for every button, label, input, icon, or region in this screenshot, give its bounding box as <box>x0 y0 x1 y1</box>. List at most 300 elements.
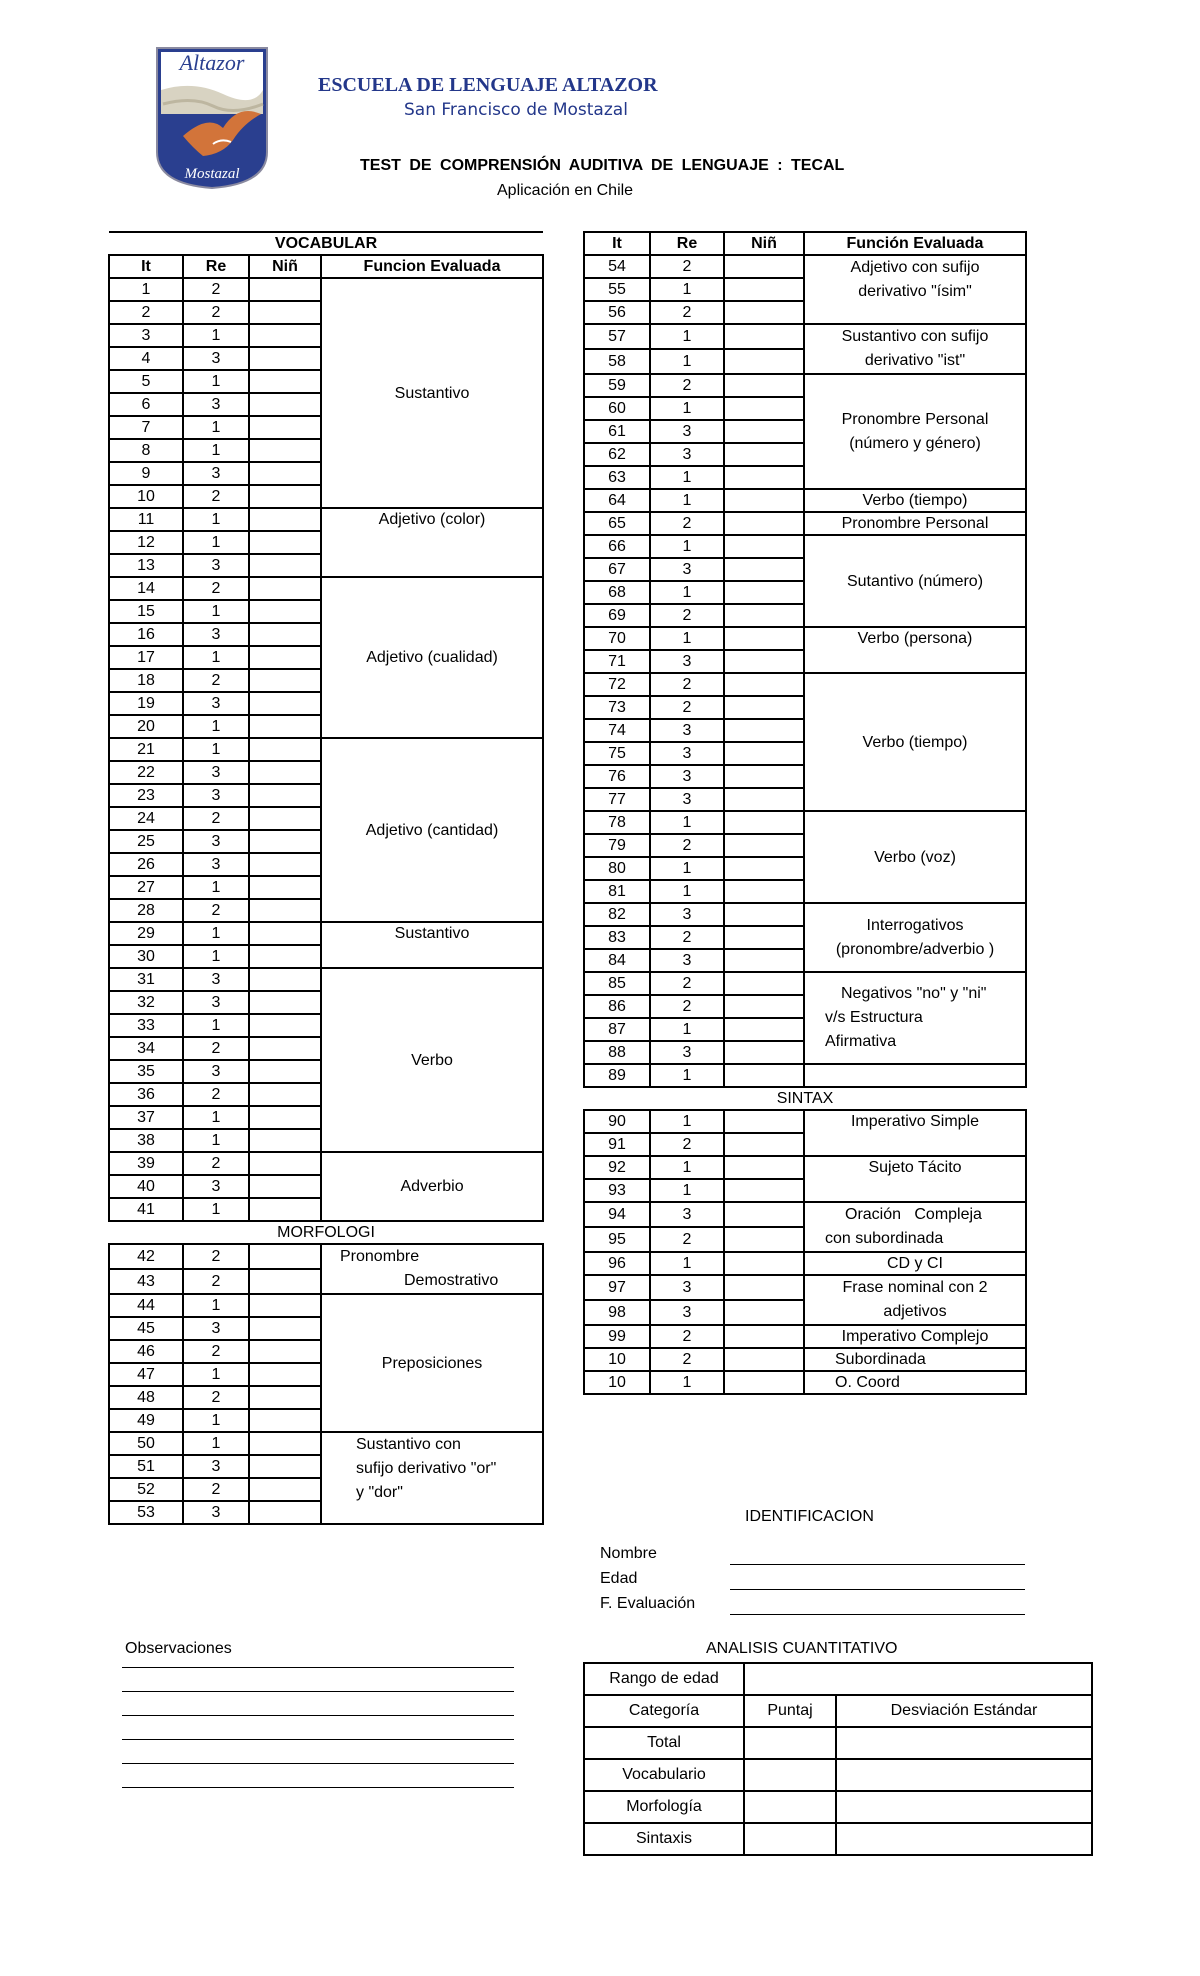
child-answer-cell[interactable] <box>249 991 321 1014</box>
expected-answer: 1 <box>183 646 249 669</box>
school-city: San Francisco de Mostazal <box>404 100 628 120</box>
child-answer-cell[interactable] <box>249 1060 321 1083</box>
child-answer-cell[interactable] <box>249 761 321 784</box>
expected-answer: 1 <box>650 466 724 489</box>
item-number: 59 <box>584 374 650 397</box>
child-answer-cell[interactable] <box>724 1041 804 1064</box>
observaciones-line[interactable] <box>122 1787 514 1788</box>
child-answer-cell[interactable] <box>249 508 321 531</box>
item-number: 22 <box>109 761 183 784</box>
rango-label: Rango de edad <box>584 1663 744 1695</box>
child-answer-cell[interactable] <box>249 416 321 439</box>
item-number: 85 <box>584 972 650 995</box>
child-answer-cell[interactable] <box>724 650 804 673</box>
child-answer-cell[interactable] <box>249 1455 321 1478</box>
child-answer-cell[interactable] <box>249 554 321 577</box>
total-puntaje[interactable] <box>744 1727 836 1759</box>
function-evaluated: O. Coord <box>804 1371 1026 1394</box>
item-number: 2 <box>109 301 183 324</box>
item-number: 87 <box>584 1018 650 1041</box>
item-number: 97 <box>584 1275 650 1300</box>
expected-answer: 3 <box>650 443 724 466</box>
child-answer-cell[interactable] <box>724 811 804 834</box>
expected-answer: 1 <box>183 370 249 393</box>
child-answer-cell[interactable] <box>249 462 321 485</box>
table-row <box>584 1371 1026 1394</box>
child-answer-cell[interactable] <box>249 807 321 830</box>
item-number: 19 <box>109 692 183 715</box>
item-number: 28 <box>109 899 183 922</box>
function-evaluated: Subordinada <box>804 1348 1026 1371</box>
child-answer-cell[interactable] <box>724 374 804 397</box>
item-number: 10 <box>584 1348 650 1371</box>
child-answer-cell[interactable] <box>724 278 804 301</box>
expected-answer: 1 <box>650 535 724 558</box>
expected-answer: 1 <box>650 880 724 903</box>
expected-answer: 3 <box>183 1455 249 1478</box>
expected-answer: 3 <box>183 462 249 485</box>
child-answer-cell[interactable] <box>724 1252 804 1275</box>
child-answer-cell[interactable] <box>249 347 321 370</box>
child-answer-cell[interactable] <box>724 324 804 349</box>
expected-answer: 1 <box>183 1129 249 1152</box>
child-answer-cell[interactable] <box>249 623 321 646</box>
function-line: con subordinada <box>825 1230 944 1247</box>
item-number: 49 <box>109 1409 183 1432</box>
child-answer-cell[interactable] <box>724 742 804 765</box>
expected-answer: 1 <box>650 349 724 374</box>
child-answer-cell[interactable] <box>249 1175 321 1198</box>
observaciones-line[interactable] <box>122 1667 514 1668</box>
item-number: 23 <box>109 784 183 807</box>
item-number: 7 <box>109 416 183 439</box>
item-number: 10 <box>109 485 183 508</box>
child-answer-cell[interactable] <box>249 485 321 508</box>
child-answer-cell[interactable] <box>249 1294 321 1317</box>
observaciones-line[interactable] <box>122 1715 514 1716</box>
child-answer-cell[interactable] <box>724 301 804 324</box>
item-number: 82 <box>584 903 650 926</box>
section-morfologi: MORFOLOGI <box>109 1221 543 1244</box>
expected-answer: 1 <box>183 1409 249 1432</box>
child-answer-cell[interactable] <box>249 324 321 347</box>
vocabulario-puntaje[interactable] <box>744 1759 836 1791</box>
child-answer-cell[interactable] <box>724 788 804 811</box>
expected-answer: 2 <box>650 995 724 1018</box>
function-evaluated: Pronombre Personal <box>804 512 1026 535</box>
header-re: Re <box>650 232 724 255</box>
child-answer-cell[interactable] <box>249 646 321 669</box>
item-number: 91 <box>584 1133 650 1156</box>
function-evaluated: Sustantivo <box>321 278 543 508</box>
item-number: 51 <box>109 1455 183 1478</box>
child-answer-cell[interactable] <box>724 489 804 512</box>
child-answer-cell[interactable] <box>249 1386 321 1409</box>
child-answer-cell[interactable] <box>249 393 321 416</box>
item-number: 79 <box>584 834 650 857</box>
svg-text:Altazor: Altazor <box>179 50 245 75</box>
vocabulario-desviacion[interactable] <box>836 1759 1092 1791</box>
expected-answer: 1 <box>183 945 249 968</box>
expected-answer: 3 <box>650 1041 724 1064</box>
child-answer-cell[interactable] <box>249 1317 321 1340</box>
child-answer-cell[interactable] <box>724 420 804 443</box>
item-number: 64 <box>584 489 650 512</box>
child-answer-cell[interactable] <box>249 370 321 393</box>
identificacion-title: IDENTIFICACION <box>745 1508 874 1525</box>
child-answer-cell[interactable] <box>724 1300 804 1325</box>
item-number: 41 <box>109 1198 183 1221</box>
expected-answer: 3 <box>650 949 724 972</box>
total-label: Total <box>584 1727 744 1759</box>
table-row <box>584 1252 1026 1275</box>
analisis-table <box>583 1662 1093 1856</box>
child-answer-cell[interactable] <box>724 972 804 995</box>
expected-answer: 2 <box>183 1269 249 1294</box>
function-evaluated: Adverbio <box>321 1152 543 1221</box>
expected-answer: 2 <box>183 899 249 922</box>
child-answer-cell[interactable] <box>724 1110 804 1133</box>
expected-answer: 3 <box>183 968 249 991</box>
sintaxis-label: Sintaxis <box>584 1823 744 1855</box>
table-row <box>584 374 1026 397</box>
child-answer-cell[interactable] <box>249 577 321 600</box>
expected-answer: 3 <box>650 765 724 788</box>
item-number: 37 <box>109 1106 183 1129</box>
table-row <box>109 508 543 531</box>
item-number: 71 <box>584 650 650 673</box>
item-number: 36 <box>109 1083 183 1106</box>
child-answer-cell[interactable] <box>249 1129 321 1152</box>
nombre-field[interactable] <box>730 1564 1025 1565</box>
child-answer-cell[interactable] <box>249 1269 321 1294</box>
expected-answer: 2 <box>183 1478 249 1501</box>
item-number: 44 <box>109 1294 183 1317</box>
function-evaluated: Preposiciones <box>321 1294 543 1432</box>
child-answer-cell[interactable] <box>249 531 321 554</box>
item-number: 83 <box>584 926 650 949</box>
child-answer-cell[interactable] <box>249 1340 321 1363</box>
child-answer-cell[interactable] <box>249 439 321 462</box>
item-number: 29 <box>109 922 183 945</box>
expected-answer: 1 <box>650 1371 724 1394</box>
table-row <box>584 1275 1026 1300</box>
item-number: 88 <box>584 1041 650 1064</box>
child-answer-cell[interactable] <box>249 301 321 324</box>
item-number: 10 <box>584 1371 650 1394</box>
child-answer-cell[interactable] <box>724 926 804 949</box>
item-number: 42 <box>109 1244 183 1269</box>
child-answer-cell[interactable] <box>724 696 804 719</box>
puntaje-header: Puntaj <box>744 1695 836 1727</box>
child-answer-cell[interactable] <box>249 945 321 968</box>
expected-answer: 2 <box>650 512 724 535</box>
child-answer-cell[interactable] <box>724 857 804 880</box>
item-number: 20 <box>109 715 183 738</box>
expected-answer: 1 <box>183 416 249 439</box>
expected-answer: 2 <box>650 1348 724 1371</box>
item-number: 12 <box>109 531 183 554</box>
child-answer-cell[interactable] <box>724 627 804 650</box>
item-number: 35 <box>109 1060 183 1083</box>
expected-answer: 1 <box>183 922 249 945</box>
child-answer-cell[interactable] <box>724 512 804 535</box>
item-number: 53 <box>109 1501 183 1524</box>
expected-answer: 2 <box>650 1133 724 1156</box>
expected-answer: 2 <box>650 926 724 949</box>
item-number: 66 <box>584 535 650 558</box>
header-funcion: Función Evaluada <box>804 232 1026 255</box>
item-number: 77 <box>584 788 650 811</box>
header-re: Re <box>183 255 249 278</box>
item-number: 92 <box>584 1156 650 1179</box>
child-answer-cell[interactable] <box>249 738 321 761</box>
child-answer-cell[interactable] <box>724 1348 804 1371</box>
child-answer-cell[interactable] <box>724 1227 804 1252</box>
child-answer-cell[interactable] <box>249 600 321 623</box>
expected-answer: 2 <box>183 807 249 830</box>
child-answer-cell[interactable] <box>249 1014 321 1037</box>
total-desviacion[interactable] <box>836 1727 1092 1759</box>
item-number: 72 <box>584 673 650 696</box>
child-answer-cell[interactable] <box>724 949 804 972</box>
expected-answer: 3 <box>183 853 249 876</box>
child-answer-cell[interactable] <box>249 830 321 853</box>
table-row <box>584 673 1026 696</box>
item-number: 80 <box>584 857 650 880</box>
morfologia-puntaje[interactable] <box>744 1791 836 1823</box>
item-number: 27 <box>109 876 183 899</box>
expected-answer: 1 <box>183 1294 249 1317</box>
child-answer-cell[interactable] <box>724 604 804 627</box>
observaciones-line[interactable] <box>122 1691 514 1692</box>
expected-answer: 2 <box>183 1152 249 1175</box>
child-answer-cell[interactable] <box>249 1244 321 1269</box>
edad-field[interactable] <box>730 1589 1025 1590</box>
expected-answer: 3 <box>650 1300 724 1325</box>
child-answer-cell[interactable] <box>724 255 804 278</box>
child-answer-cell[interactable] <box>724 443 804 466</box>
item-number: 40 <box>109 1175 183 1198</box>
item-number: 89 <box>584 1064 650 1087</box>
sintaxis-desviacion[interactable] <box>836 1823 1092 1855</box>
item-number: 43 <box>109 1269 183 1294</box>
child-answer-cell[interactable] <box>724 834 804 857</box>
child-answer-cell[interactable] <box>249 853 321 876</box>
function-evaluated: Verbo (tiempo) <box>804 489 1026 512</box>
expected-answer: 3 <box>650 742 724 765</box>
child-answer-cell[interactable] <box>724 1275 804 1300</box>
item-number: 47 <box>109 1363 183 1386</box>
observaciones-label: Observaciones <box>125 1640 232 1657</box>
child-answer-cell[interactable] <box>724 1064 804 1087</box>
expected-answer: 3 <box>650 1202 724 1227</box>
child-answer-cell[interactable] <box>249 1152 321 1175</box>
child-answer-cell[interactable] <box>249 1083 321 1106</box>
morfologia-desviacion[interactable] <box>836 1791 1092 1823</box>
child-answer-cell[interactable] <box>249 922 321 945</box>
child-answer-cell[interactable] <box>724 995 804 1018</box>
item-number: 14 <box>109 577 183 600</box>
function-line: Oración Compleja <box>845 1206 982 1223</box>
function-evaluated: Sustantivo con sufijo derivativo "ist" <box>804 324 1026 374</box>
item-number: 68 <box>584 581 650 604</box>
expected-answer: 1 <box>650 627 724 650</box>
header-it: It <box>109 255 183 278</box>
child-answer-cell[interactable] <box>249 1198 321 1221</box>
expected-answer: 1 <box>650 857 724 880</box>
test-title: TEST DE COMPRENSIÓN AUDITIVA DE LENGUAJE : TECAL <box>360 157 845 174</box>
expected-answer: 1 <box>650 397 724 420</box>
function-evaluated: Sustantivo <box>321 922 543 968</box>
child-answer-cell[interactable] <box>249 876 321 899</box>
item-number: 84 <box>584 949 650 972</box>
sintaxis-puntaje[interactable] <box>744 1823 836 1855</box>
child-answer-cell[interactable] <box>249 1432 321 1455</box>
child-answer-cell[interactable] <box>249 1409 321 1432</box>
child-answer-cell[interactable] <box>724 535 804 558</box>
item-number: 65 <box>584 512 650 535</box>
child-answer-cell[interactable] <box>249 692 321 715</box>
child-answer-cell[interactable] <box>724 1371 804 1394</box>
expected-answer: 3 <box>183 761 249 784</box>
table-row <box>584 1110 1026 1133</box>
item-number: 81 <box>584 880 650 903</box>
expected-answer: 3 <box>183 1060 249 1083</box>
child-answer-cell[interactable] <box>249 899 321 922</box>
child-answer-cell[interactable] <box>249 1501 321 1524</box>
item-number: 25 <box>109 830 183 853</box>
child-answer-cell[interactable] <box>724 1325 804 1348</box>
expected-answer: 1 <box>183 1432 249 1455</box>
desviacion-header: Desviación Estándar <box>836 1695 1092 1727</box>
item-number: 95 <box>584 1227 650 1252</box>
rango-value[interactable] <box>744 1663 1092 1695</box>
child-answer-cell[interactable] <box>724 1179 804 1202</box>
expected-answer: 3 <box>650 558 724 581</box>
child-answer-cell[interactable] <box>724 558 804 581</box>
expected-answer: 3 <box>183 692 249 715</box>
child-answer-cell[interactable] <box>724 1156 804 1179</box>
expected-answer: 2 <box>183 1083 249 1106</box>
expected-answer: 2 <box>650 255 724 278</box>
function-evaluated: Pronombre Personal (número y género) <box>804 374 1026 489</box>
table-row <box>584 1348 1026 1371</box>
item-number: 76 <box>584 765 650 788</box>
child-answer-cell[interactable] <box>249 278 321 301</box>
fecha-evaluacion-field[interactable] <box>730 1614 1025 1615</box>
analisis-title: ANALISIS CUANTITATIVO <box>706 1640 898 1657</box>
expected-answer: 2 <box>183 1244 249 1269</box>
expected-answer: 1 <box>650 1156 724 1179</box>
expected-answer: 1 <box>183 1198 249 1221</box>
item-number: 67 <box>584 558 650 581</box>
function-evaluated: Interrogativos (pronombre/adverbio ) <box>804 903 1026 972</box>
child-answer-cell[interactable] <box>724 719 804 742</box>
item-number: 48 <box>109 1386 183 1409</box>
expected-answer: 2 <box>650 972 724 995</box>
expected-answer: 3 <box>650 1275 724 1300</box>
table-row <box>584 903 1026 926</box>
expected-answer: 3 <box>183 991 249 1014</box>
expected-answer: 1 <box>650 278 724 301</box>
expected-answer: 2 <box>650 1325 724 1348</box>
observaciones-line[interactable] <box>122 1739 514 1740</box>
header-it: It <box>584 232 650 255</box>
vocabulary-morphology-table <box>108 231 544 1525</box>
item-number: 75 <box>584 742 650 765</box>
expected-answer: 2 <box>183 669 249 692</box>
expected-answer: 2 <box>183 485 249 508</box>
expected-answer: 2 <box>183 577 249 600</box>
expected-answer: 1 <box>183 876 249 899</box>
child-answer-cell[interactable] <box>249 968 321 991</box>
child-answer-cell[interactable] <box>724 1018 804 1041</box>
child-answer-cell[interactable] <box>724 673 804 696</box>
expected-answer: 1 <box>650 1110 724 1133</box>
child-answer-cell[interactable] <box>249 784 321 807</box>
child-answer-cell[interactable] <box>724 1202 804 1227</box>
table-row <box>109 1244 543 1269</box>
table-row <box>584 255 1026 278</box>
table-row <box>584 1156 1026 1179</box>
item-number: 1 <box>109 278 183 301</box>
child-answer-cell[interactable] <box>249 1363 321 1386</box>
child-answer-cell[interactable] <box>249 669 321 692</box>
expected-answer: 1 <box>183 508 249 531</box>
categoria-header: Categoría <box>584 1695 744 1727</box>
expected-answer: 1 <box>183 1014 249 1037</box>
child-answer-cell[interactable] <box>724 581 804 604</box>
expected-answer: 2 <box>183 278 249 301</box>
table-row <box>109 1152 543 1175</box>
table-row <box>584 1064 1026 1087</box>
item-number: 90 <box>584 1110 650 1133</box>
child-answer-cell[interactable] <box>724 903 804 926</box>
svg-text:Mostazal: Mostazal <box>184 166 240 182</box>
child-answer-cell[interactable] <box>724 349 804 374</box>
child-answer-cell[interactable] <box>249 1106 321 1129</box>
item-number: 78 <box>584 811 650 834</box>
table-row <box>584 811 1026 834</box>
child-answer-cell[interactable] <box>724 880 804 903</box>
function-line: Demostrativo <box>404 1272 499 1289</box>
function-evaluated <box>804 1064 1026 1087</box>
item-number: 16 <box>109 623 183 646</box>
item-number: 96 <box>584 1252 650 1275</box>
item-number: 61 <box>584 420 650 443</box>
item-number: 98 <box>584 1300 650 1325</box>
observaciones-line[interactable] <box>122 1763 514 1764</box>
expected-answer: 1 <box>650 1179 724 1202</box>
child-answer-cell[interactable] <box>724 765 804 788</box>
table-row <box>584 1325 1026 1348</box>
function-evaluated <box>321 1244 543 1294</box>
expected-answer: 3 <box>183 830 249 853</box>
function-evaluated: Verbo (tiempo) <box>804 673 1026 811</box>
expected-answer: 2 <box>650 374 724 397</box>
child-answer-cell[interactable] <box>724 1133 804 1156</box>
child-answer-cell[interactable] <box>249 1478 321 1501</box>
child-answer-cell[interactable] <box>724 397 804 420</box>
child-answer-cell[interactable] <box>249 715 321 738</box>
expected-answer: 2 <box>183 301 249 324</box>
item-number: 4 <box>109 347 183 370</box>
item-number: 45 <box>109 1317 183 1340</box>
item-number: 73 <box>584 696 650 719</box>
child-answer-cell[interactable] <box>249 1037 321 1060</box>
child-answer-cell[interactable] <box>724 466 804 489</box>
